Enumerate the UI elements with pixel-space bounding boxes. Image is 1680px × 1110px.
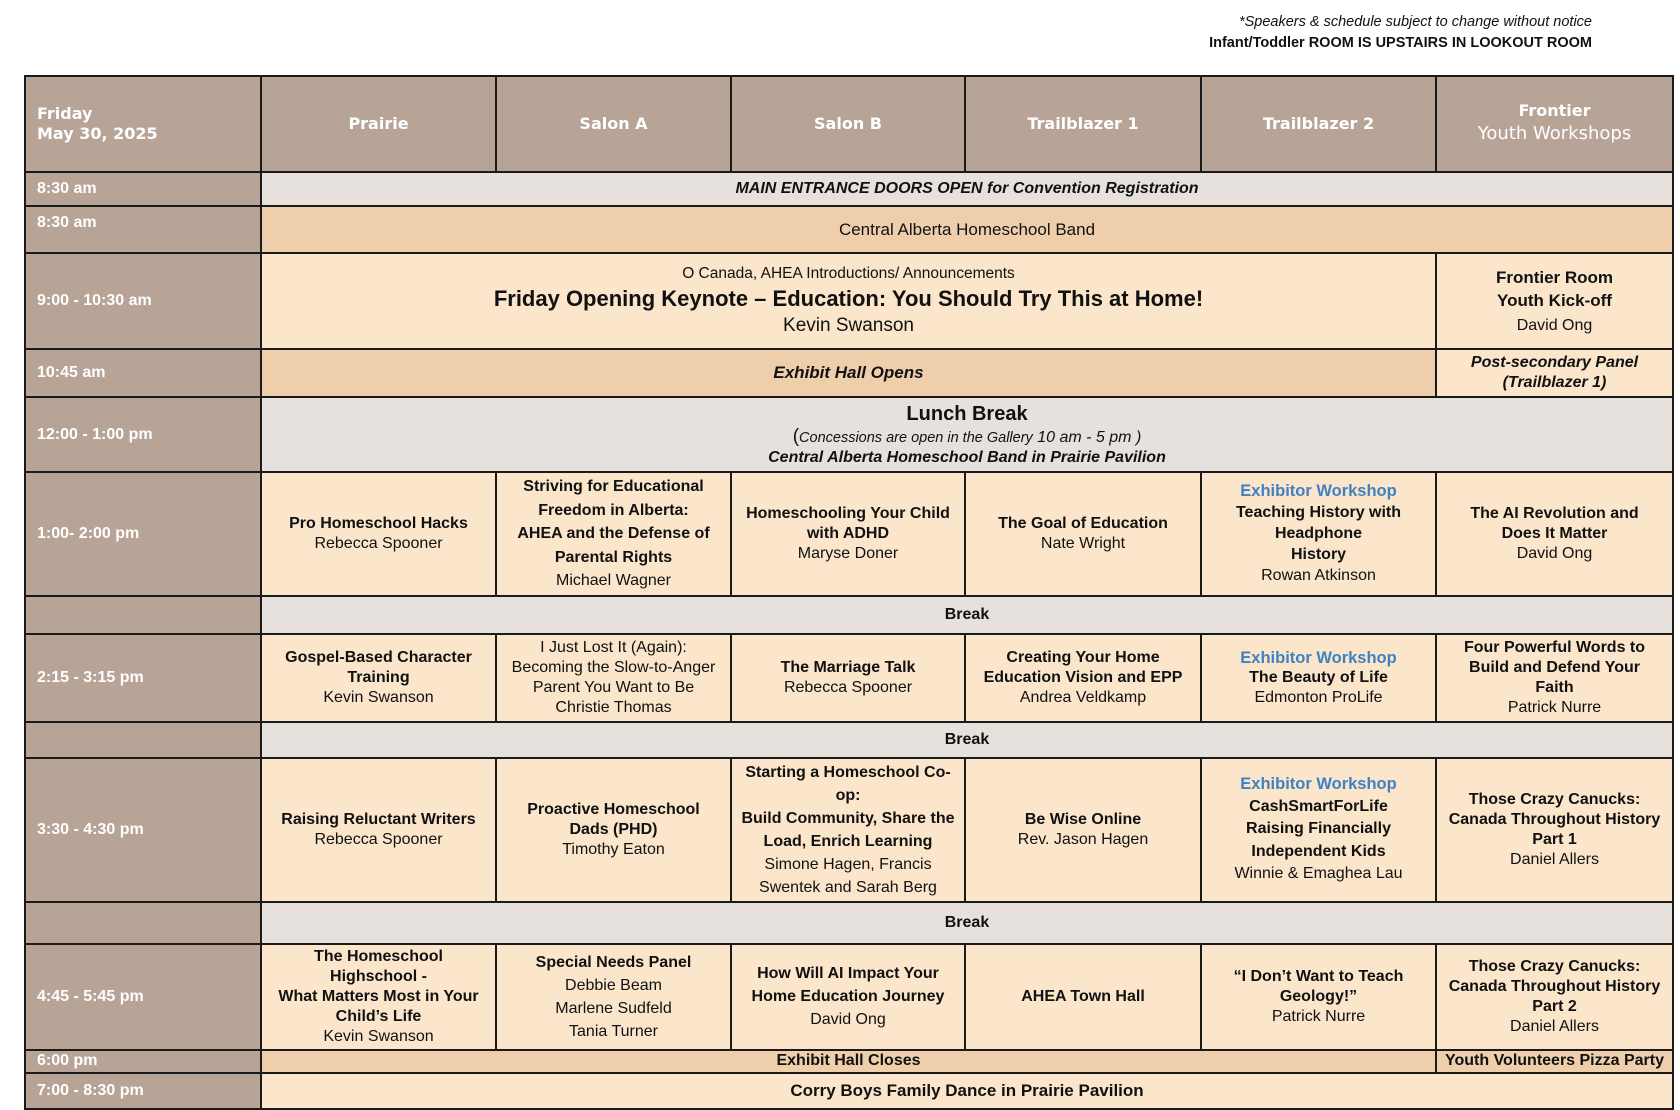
session-speaker: Kevin Swanson bbox=[323, 688, 434, 706]
session-title: Proactive Homeschool bbox=[527, 800, 700, 818]
session-title: Freedom in Alberta: bbox=[538, 501, 689, 519]
session-title: Does It Matter bbox=[1501, 524, 1608, 542]
session-speaker: David Ong bbox=[1516, 544, 1593, 562]
session-speaker: Rev. Jason Hagen bbox=[1017, 830, 1149, 848]
break-banner: Break bbox=[261, 596, 1673, 634]
session-speaker: Daniel Allers bbox=[1510, 1017, 1599, 1035]
session-title: How Will AI Impact Your bbox=[757, 965, 939, 982]
keynote-intro: O Canada, AHEA Introductions/ Announcements bbox=[682, 265, 1015, 282]
session-title: Headphone bbox=[1274, 525, 1363, 543]
session-title: I Just Lost It (Again): bbox=[540, 638, 687, 656]
session-speaker: Winnie & Emaghea Lau bbox=[1234, 865, 1403, 883]
day-date: May 30, 2025 bbox=[37, 124, 158, 143]
session-cell bbox=[1201, 944, 1436, 1050]
time-cell: 9:00 - 10:30 am bbox=[25, 253, 261, 349]
concessions-note: Concessions are open in the Gallery bbox=[799, 430, 1033, 446]
break-banner: Break bbox=[261, 722, 1673, 758]
post-secondary-panel bbox=[1436, 349, 1673, 397]
row-break-1 bbox=[25, 596, 1673, 634]
session-title: The AI Revolution and bbox=[1470, 504, 1639, 522]
session-speaker: Timothy Eaton bbox=[562, 840, 665, 858]
room-header-trailblazer-2: Trailblazer 2 bbox=[1201, 76, 1436, 172]
session-speaker: David Ong bbox=[810, 1011, 886, 1028]
room-header-trailblazer-1: Trailblazer 1 bbox=[965, 76, 1201, 172]
session-speaker: Andrea Veldkamp bbox=[1019, 688, 1147, 706]
break-banner: Break bbox=[261, 902, 1673, 944]
time-cell: 12:00 - 1:00 pm bbox=[25, 397, 261, 472]
session-title: Post-secondary Panel bbox=[1470, 354, 1639, 371]
frontier-name: Frontier bbox=[1518, 101, 1591, 120]
session-cell bbox=[261, 758, 496, 902]
session-speaker: Nate Wright bbox=[1040, 534, 1126, 552]
toddler-room-note: Infant/Toddler ROOM IS UPSTAIRS IN LOOKOUT ROOM bbox=[1209, 35, 1592, 51]
row-session-3 bbox=[25, 758, 1673, 902]
session-speaker: Simone Hagen, Francis bbox=[764, 855, 932, 873]
session-title: Independent Kids bbox=[1251, 842, 1386, 860]
session-cell bbox=[496, 758, 731, 902]
band-event: Central Alberta Homeschool Band bbox=[261, 206, 1673, 253]
session-speaker: Rebecca Spooner bbox=[314, 534, 443, 552]
time-cell: 7:00 - 8:30 pm bbox=[25, 1073, 261, 1109]
session-title: The Marriage Talk bbox=[780, 658, 916, 676]
session-speaker: Patrick Nurre bbox=[1507, 698, 1602, 716]
session-title: Becoming the Slow-to-Anger bbox=[511, 658, 716, 676]
session-title: The Goal of Education bbox=[998, 514, 1168, 532]
time-cell: 8:30 am bbox=[25, 172, 261, 206]
row-break-2 bbox=[25, 722, 1673, 758]
session-title: Build and Defend Your bbox=[1469, 658, 1640, 676]
session-cell bbox=[261, 634, 496, 722]
session-title: Be Wise Online bbox=[1024, 810, 1142, 828]
row-exhibit-closes bbox=[25, 1050, 1673, 1073]
session-title: Parental Rights bbox=[554, 548, 673, 566]
session-speaker: Edmonton ProLife bbox=[1254, 688, 1383, 706]
exhibit-closes-banner: Exhibit Hall Closes bbox=[261, 1050, 1436, 1073]
paren-open: ( bbox=[792, 426, 800, 447]
session-cell bbox=[1436, 944, 1673, 1050]
doors-open-banner: MAIN ENTRANCE DOORS OPEN for Convention Registration bbox=[261, 172, 1673, 206]
session-title: Raising Reluctant Writers bbox=[281, 810, 476, 828]
schedule-table bbox=[24, 75, 1674, 1110]
exhibitor-workshop-tag: Exhibitor Workshop bbox=[1240, 648, 1397, 667]
session-title: Highschool - bbox=[330, 967, 427, 985]
row-dance bbox=[25, 1073, 1673, 1109]
session-title: Part 1 bbox=[1532, 830, 1577, 848]
session-title: Frontier Room bbox=[1495, 268, 1614, 287]
session-cell bbox=[1201, 472, 1436, 596]
session-cell bbox=[496, 472, 731, 596]
session-cell bbox=[496, 944, 731, 1050]
session-speaker: Debbie Beam bbox=[565, 976, 662, 994]
exhibit-opens-banner: Exhibit Hall Opens bbox=[261, 349, 1436, 397]
session-speaker: Rowan Atkinson bbox=[1261, 567, 1376, 585]
room-header-prairie: Prairie bbox=[261, 76, 496, 172]
session-cell bbox=[731, 472, 965, 596]
room-header-salon-b: Salon B bbox=[731, 76, 965, 172]
lunch-band: Central Alberta Homeschool Band in Prairie Pavilion bbox=[768, 449, 1166, 466]
day-name: Friday bbox=[37, 104, 93, 123]
row-doors-open bbox=[25, 172, 1673, 206]
header-row bbox=[25, 76, 1673, 172]
lunch-break bbox=[261, 397, 1673, 472]
session-title: Youth Kick-off bbox=[1497, 291, 1612, 310]
session-title: AHEA Town Hall bbox=[1021, 987, 1145, 1005]
day-header bbox=[25, 76, 261, 172]
time-cell: 2:15 - 3:15 pm bbox=[25, 634, 261, 722]
time-cell: 10:45 am bbox=[25, 349, 261, 397]
session-speaker: Patrick Nurre bbox=[1271, 1007, 1366, 1025]
session-title: Faith bbox=[1535, 678, 1574, 696]
lunch-title: Lunch Break bbox=[906, 403, 1028, 425]
time-cell: 6:00 pm bbox=[25, 1050, 261, 1073]
session-title: Those Crazy Canucks: bbox=[1468, 957, 1641, 975]
session-cell bbox=[1436, 472, 1673, 596]
session-title: Training bbox=[347, 668, 410, 686]
session-cell bbox=[1436, 758, 1673, 902]
session-cell bbox=[965, 472, 1201, 596]
session-title: Home Education Journey bbox=[751, 988, 945, 1005]
frontier-kickoff bbox=[1436, 253, 1673, 349]
session-title: History bbox=[1290, 546, 1347, 564]
pizza-party: Youth Volunteers Pizza Party bbox=[1436, 1050, 1673, 1073]
session-title: Education Vision and EPP bbox=[983, 668, 1183, 686]
row-band bbox=[25, 206, 1673, 253]
session-title: Child’s Life bbox=[335, 1007, 422, 1025]
session-title: CashSmartForLife bbox=[1249, 797, 1388, 815]
session-title: Teaching History with bbox=[1235, 504, 1402, 522]
session-cell bbox=[731, 944, 965, 1050]
time-cell: 8:30 am bbox=[25, 206, 261, 253]
session-title: Raising Financially bbox=[1246, 820, 1391, 838]
time-cell bbox=[25, 902, 261, 944]
session-speaker: Marlene Sudfeld bbox=[555, 999, 672, 1017]
session-title: Dads (PHD) bbox=[569, 820, 658, 838]
session-title: Homeschooling Your Child bbox=[746, 504, 950, 522]
schedule-notes bbox=[1209, 12, 1592, 54]
session-title: Load, Enrich Learning bbox=[763, 832, 933, 850]
row-session-1 bbox=[25, 472, 1673, 596]
session-title: Parent You Want to Be bbox=[532, 678, 695, 696]
session-title: Starting a Homeschool Co-op: bbox=[745, 763, 951, 804]
session-speaker: Daniel Allers bbox=[1510, 850, 1599, 868]
session-speaker: Maryse Doner bbox=[797, 544, 899, 562]
frontier-subtitle: Youth Workshops bbox=[1477, 123, 1632, 144]
session-title: Pro Homeschool Hacks bbox=[289, 514, 468, 532]
family-dance: Corry Boys Family Dance in Prairie Pavilion bbox=[261, 1073, 1673, 1109]
concessions-hours: 10 am - 5 pm ) bbox=[1032, 429, 1142, 446]
room-header-frontier bbox=[1436, 76, 1673, 172]
row-break-3 bbox=[25, 902, 1673, 944]
session-speaker: Michael Wagner bbox=[555, 572, 671, 589]
row-lunch bbox=[25, 397, 1673, 472]
keynote-title: Friday Opening Keynote – Education: You Should Try This at Home! bbox=[493, 286, 1204, 311]
time-cell bbox=[25, 596, 261, 634]
session-title: Part 2 bbox=[1532, 997, 1577, 1015]
room-header-salon-a: Salon A bbox=[496, 76, 731, 172]
session-cell bbox=[1436, 634, 1673, 722]
session-speaker: David Ong bbox=[1516, 317, 1593, 334]
row-keynote bbox=[25, 253, 1673, 349]
session-title: What Matters Most in Your bbox=[278, 987, 479, 1005]
session-title: Four Powerful Words to bbox=[1463, 638, 1646, 656]
session-speaker: Kevin Swanson bbox=[323, 1027, 434, 1045]
session-cell bbox=[261, 472, 496, 596]
time-cell: 1:00- 2:00 pm bbox=[25, 472, 261, 596]
keynote-speaker: Kevin Swanson bbox=[783, 315, 914, 336]
session-speaker: Tania Turner bbox=[569, 1022, 658, 1040]
session-cell bbox=[261, 944, 496, 1050]
session-title: Special Needs Panel bbox=[535, 953, 692, 971]
session-title: with ADHD bbox=[806, 524, 890, 542]
session-title: Striving for Educational bbox=[523, 478, 704, 495]
session-cell bbox=[1201, 758, 1436, 902]
time-cell: 3:30 - 4:30 pm bbox=[25, 758, 261, 902]
session-title: Canada Throughout History bbox=[1448, 810, 1661, 828]
session-title: Build Community, Share the bbox=[741, 809, 955, 827]
exhibitor-workshop-tag: Exhibitor Workshop bbox=[1240, 775, 1397, 794]
session-speaker: Christie Thomas bbox=[555, 698, 672, 716]
time-cell: 4:45 - 5:45 pm bbox=[25, 944, 261, 1050]
session-cell bbox=[731, 634, 965, 722]
session-title: Gospel-Based Character bbox=[285, 648, 472, 666]
session-speaker: Rebecca Spooner bbox=[314, 830, 443, 848]
time-cell bbox=[25, 722, 261, 758]
session-title: The Homeschool bbox=[314, 947, 443, 965]
session-title: Creating Your Home bbox=[1006, 648, 1160, 666]
row-session-4 bbox=[25, 944, 1673, 1050]
session-title: AHEA and the Defense of bbox=[517, 525, 710, 542]
row-exhibit-opens bbox=[25, 349, 1673, 397]
session-speaker: Swentek and Sarah Berg bbox=[759, 878, 937, 896]
session-title: Canada Throughout History bbox=[1448, 977, 1661, 995]
session-cell bbox=[1201, 634, 1436, 722]
session-title: Those Crazy Canucks: bbox=[1468, 790, 1641, 808]
schedule-disclaimer: *Speakers & schedule subject to change without notice bbox=[1238, 14, 1592, 30]
session-title: The Beauty of Life bbox=[1249, 668, 1388, 686]
session-title: “I Don’t Want to Teach bbox=[1233, 967, 1404, 985]
session-speaker: Rebecca Spooner bbox=[783, 678, 913, 696]
exhibitor-workshop-tag: Exhibitor Workshop bbox=[1240, 482, 1397, 501]
session-cell bbox=[965, 944, 1201, 1050]
keynote-session bbox=[261, 253, 1436, 349]
session-title: Geology!” bbox=[1279, 987, 1358, 1005]
session-location: (Trailblazer 1) bbox=[1502, 374, 1607, 391]
session-cell bbox=[965, 634, 1201, 722]
session-cell bbox=[496, 634, 731, 722]
row-session-2 bbox=[25, 634, 1673, 722]
session-cell bbox=[965, 758, 1201, 902]
session-cell bbox=[731, 758, 965, 902]
